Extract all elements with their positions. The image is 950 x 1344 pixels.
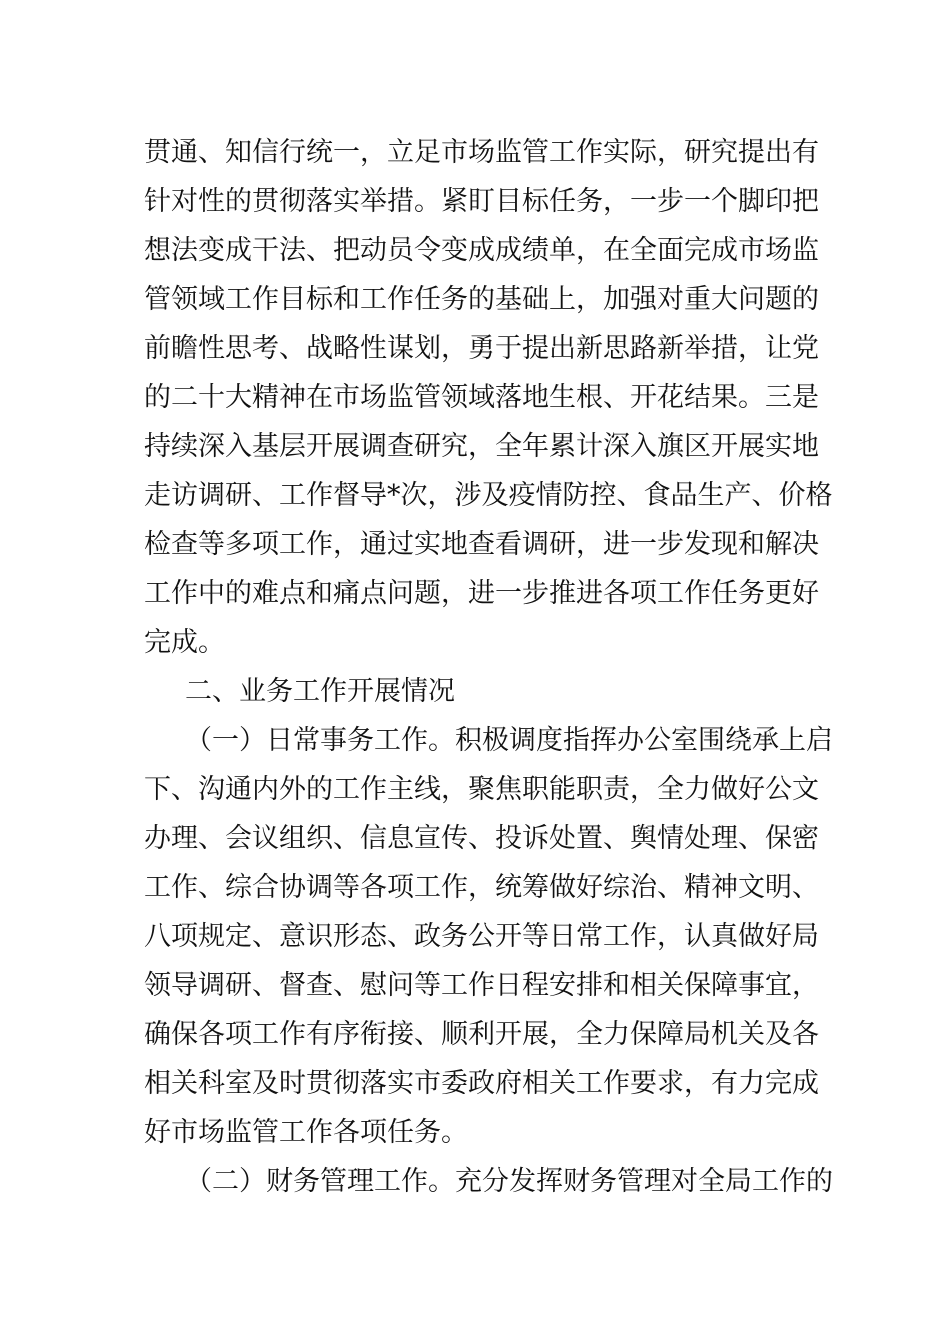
text-line: 持续深入基层开展调查研究，全年累计深入旗区开展实地 <box>144 431 819 462</box>
text-line: 前瞻性思考、战略性谋划，勇于提出新思路新举措，让党 <box>144 333 819 364</box>
text-line: 下、沟通内外的工作主线，聚焦职能职责，全力做好公文 <box>144 774 819 805</box>
text-line: （一）日常事务工作。积极调度指挥办公室围绕承上启 <box>185 725 833 756</box>
document-body <box>144 128 833 1206</box>
text-line: 的二十大精神在市场监管领域落地生根、开花结果。三是 <box>144 382 819 413</box>
text-line: 针对性的贯彻落实举措。紧盯目标任务，一步一个脚印把 <box>144 186 819 217</box>
text-line: 领导调研、督查、慰问等工作日程安排和相关保障事宜， <box>144 970 819 1001</box>
text-line: 八项规定、意识形态、政务公开等日常工作，认真做好局 <box>144 921 819 952</box>
text-line: 工作中的难点和痛点问题，进一步推进各项工作任务更好 <box>144 578 819 609</box>
text-line: 办理、会议组织、信息宣传、投诉处置、舆情处理、保密 <box>144 823 819 854</box>
text-line: 工作、综合协调等各项工作，统筹做好综治、精神文明、 <box>144 872 819 903</box>
text-line: 相关科室及时贯彻落实市委政府相关工作要求，有力完成 <box>144 1068 819 1099</box>
text-line: 好市场监管工作各项任务。 <box>144 1117 468 1148</box>
section-heading: 二、业务工作开展情况 <box>185 676 455 707</box>
text-line: 完成。 <box>144 627 225 658</box>
text-line: 管领域工作目标和工作任务的基础上，加强对重大问题的 <box>144 284 819 315</box>
text-line: 走访调研、工作督导*次，涉及疫情防控、食品生产、价格 <box>144 480 833 511</box>
text-line: 想法变成干法、把动员令变成成绩单，在全面完成市场监 <box>144 235 819 266</box>
text-line: 确保各项工作有序衔接、顺利开展，全力保障局机关及各 <box>144 1019 819 1050</box>
text-line: 检查等多项工作，通过实地查看调研，进一步发现和解决 <box>144 529 819 560</box>
text-line: （二）财务管理工作。充分发挥财务管理对全局工作的 <box>185 1166 833 1197</box>
text-line: 贯通、知信行统一，立足市场监管工作实际，研究提出有 <box>144 137 819 168</box>
